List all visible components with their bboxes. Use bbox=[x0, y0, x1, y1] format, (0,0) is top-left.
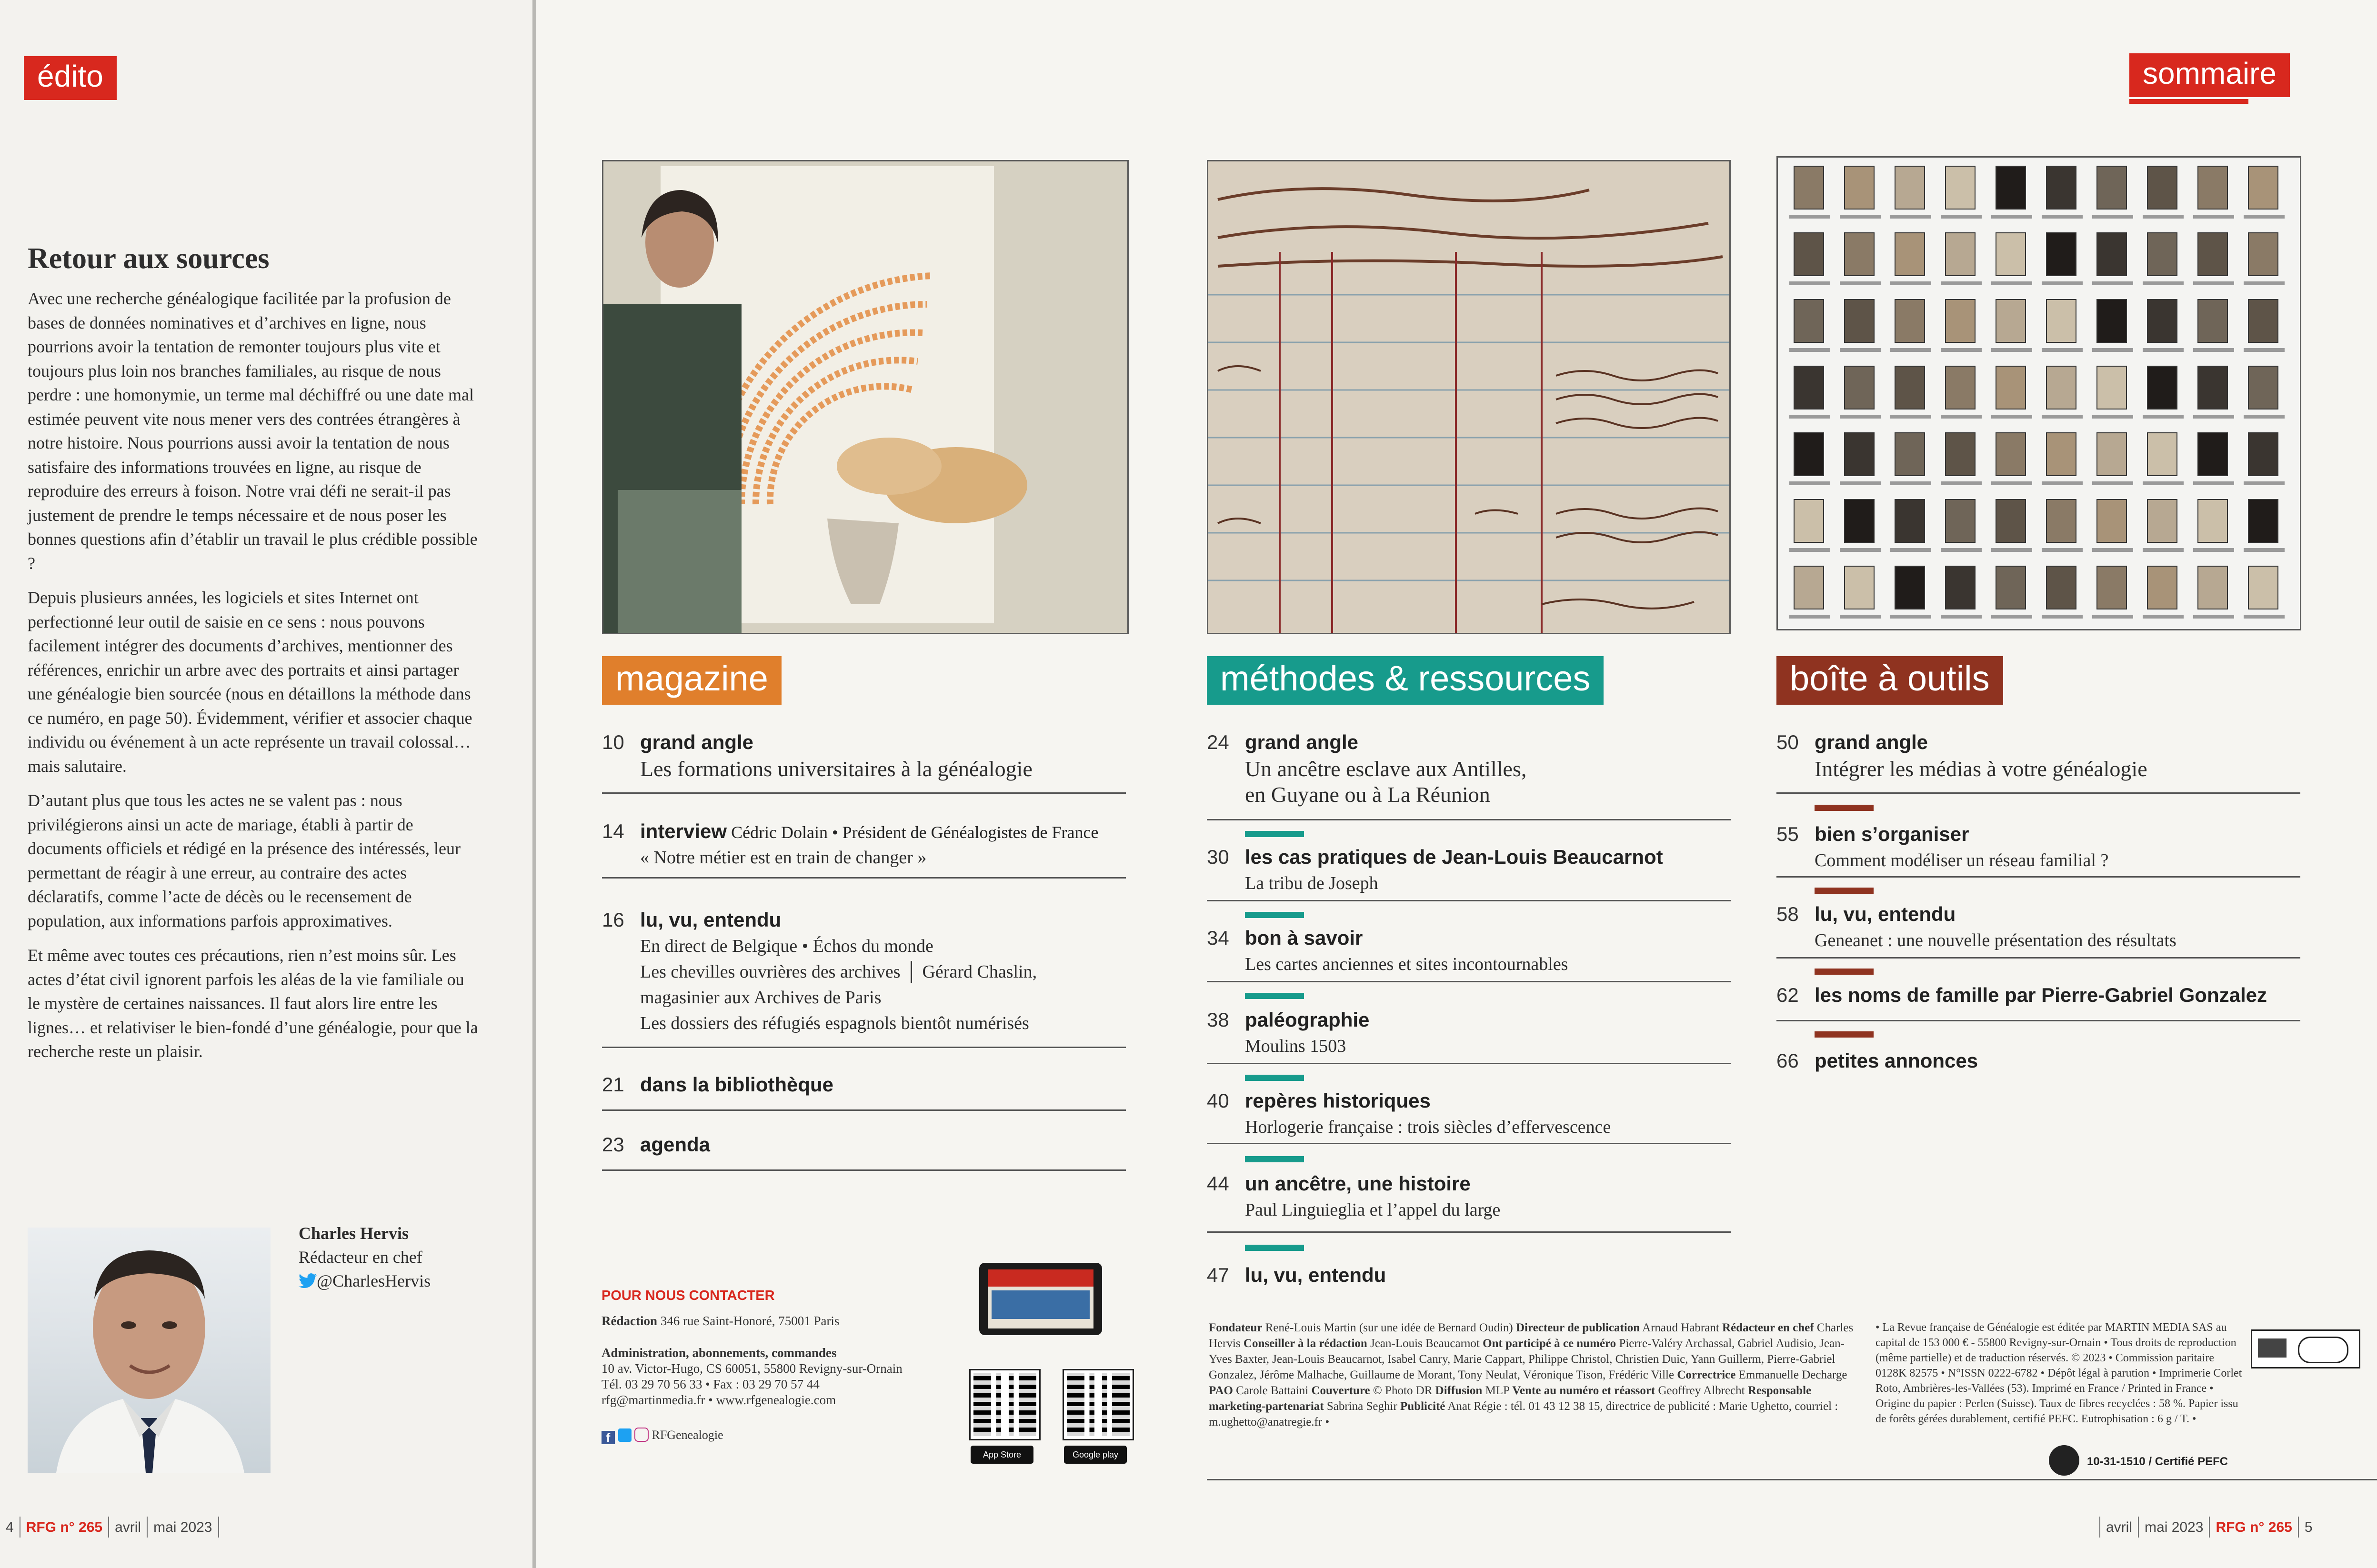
credits-block bbox=[1209, 1320, 1860, 1430]
credit-value: Pierre-Valéry Archassal, Gabriel Audisio, Jean-Yves Baxter, Jean-Louis Beaucarnot, Isabel Canry, Marie Cappart, Philippe Christol, Christien Duic, Yann Guillerm, Pierre-Gabriel Gonzalez, Jérôme Malhache, Guillaume de Morant, Tony Neulat, Véronique Tison, Frédéric Ville bbox=[1209, 1337, 1845, 1381]
sommaire-tag: sommaire bbox=[2129, 53, 2290, 97]
contact-web[interactable]: rfg@martinmedia.fr • www.rfgenealogie.com bbox=[602, 1393, 836, 1407]
credit-label: Correctrice bbox=[1677, 1368, 1736, 1381]
author-handle: @CharlesHervis bbox=[317, 1271, 431, 1290]
contact-redaction-label: Rédaction bbox=[602, 1314, 657, 1328]
toc-subtitle: Les dossiers des réfugiés espagnols bientôt numérisés bbox=[640, 1013, 1029, 1033]
issue-number: RFG n° 265 bbox=[26, 1519, 103, 1535]
edito-paragraph: D’autant plus que tous les actes ne se valent pas : nous privilégierons ainsi un acte de mariage, établi à partir de documents officiels et rédigé en la présence des intéressés, leur permettant de réagir à une erreur, au contraire des actes déclaratifs, comme l’acte de décès ou le recensement de population, aux informations parfois approximatives. bbox=[28, 791, 461, 930]
left-footer bbox=[6, 1517, 225, 1538]
right-footer bbox=[2094, 1517, 2313, 1538]
toc-subtitle: « Notre métier est en train de changer » bbox=[640, 848, 927, 868]
credit-value: Carole Battaini bbox=[1233, 1384, 1312, 1397]
issue-month: avril bbox=[2106, 1519, 2133, 1535]
author-role: Rédacteur en chef bbox=[299, 1248, 422, 1267]
social-links[interactable] bbox=[602, 1427, 963, 1444]
credits-divider bbox=[1207, 1479, 2377, 1480]
edito-body bbox=[28, 287, 480, 1074]
credit-value: Arnaud Habrant bbox=[1640, 1321, 1723, 1334]
magazine-tag: magazine bbox=[602, 656, 782, 705]
toc-subtitle: Paul Linguieglia et l’appel du large bbox=[1245, 1200, 1501, 1220]
toc-subtitle: Les formations universitaires à la généalogie bbox=[640, 757, 1033, 781]
toc-page-number: 66 bbox=[1776, 1049, 1799, 1072]
issue-number: RFG n° 265 bbox=[2216, 1519, 2292, 1535]
credit-value: Jean-Louis Beaucarnot bbox=[1367, 1337, 1483, 1350]
toc-page-number: 38 bbox=[1207, 1009, 1229, 1031]
toc-divider bbox=[1207, 1231, 1731, 1233]
page-number: 5 bbox=[2304, 1519, 2313, 1535]
contact-redaction bbox=[602, 1313, 963, 1329]
toc-page-number: 58 bbox=[1776, 903, 1799, 925]
toc-subtitle: Les chevilles ouvrières des archives │ Gérard Chaslin, bbox=[640, 962, 1037, 982]
toc-subtitle: Un ancêtre esclave aux Antilles, bbox=[1245, 757, 1527, 781]
toc-subtitle: Horlogerie française : trois siècles d’effervescence bbox=[1245, 1117, 1611, 1137]
methodes-tag: méthodes & ressources bbox=[1207, 656, 1604, 705]
credit-value: MLP bbox=[1482, 1384, 1513, 1397]
toc-title: dans la bibliothèque bbox=[640, 1073, 834, 1096]
recycling-logo bbox=[2251, 1329, 2360, 1368]
toc-page-number: 30 bbox=[1207, 846, 1229, 868]
toc-divider bbox=[1207, 819, 1731, 820]
section-marker bbox=[1815, 1031, 1874, 1038]
googleplay-qr-code[interactable] bbox=[1064, 1370, 1133, 1439]
edito-paragraph: Avec une recherche généalogique facilitée par la profusion de bases de données nominatives et d’archives en ligne, nous pourrions avoir la tentation de remonter toujours plus vite et toujours plus loin nos branches familiales, au risque de nous perdre : une homonymie, un terme mal déchiffré ou une date mal estimée peuvent vite nous mener vers des contrées étrangères à notre histoire. Nous pourrions aussi avoir la tentation de nous satisfaire des informations trouvées en ligne, au risque de reproduire des erreurs à foison. Notre vrai défi ne serait-il pas justement de prendre le temps nécessaire et de nous poser les bonnes questions afin d’établir un travail le plus crédible possible ? bbox=[28, 289, 478, 573]
toc-subtitle: Les cartes anciennes et sites incontournables bbox=[1245, 954, 1568, 974]
contact-admin bbox=[602, 1345, 963, 1361]
toc-subtitle: Comment modéliser un réseau familial ? bbox=[1815, 850, 2109, 870]
contact-redaction-address: 346 rue Saint-Honoré, 75001 Paris bbox=[657, 1314, 840, 1328]
toc-title: grand angle bbox=[1245, 731, 1359, 753]
sommaire-underline bbox=[2129, 99, 2248, 104]
sommaire-spread bbox=[536, 0, 2377, 1568]
credit-label: Diffusion bbox=[1435, 1384, 1483, 1397]
credit-label: Ont participé à ce numéro bbox=[1483, 1337, 1616, 1350]
edito-paragraph: Et même avec toutes ces précautions, rien n’est moins sûr. Les actes d’état civil ignorent parfois les aléas de la vie familiale ou le mystère de certaines naissances. Il faut alors lire entre les lignes… et relativiser le bien-fondé d’une généalogie, pour que la recherche reste un plaisir. bbox=[28, 946, 478, 1061]
toc-subtitle: La tribu de Joseph bbox=[1245, 873, 1378, 893]
googleplay-badge[interactable]: Google play bbox=[1064, 1446, 1127, 1464]
credit-value: René-Louis Martin (sur une idée de Bernard Oudin) bbox=[1262, 1321, 1516, 1334]
pefc-logo bbox=[2049, 1445, 2079, 1476]
credit-value: © Photo DR bbox=[1370, 1384, 1435, 1397]
toc-divider bbox=[1776, 1020, 2300, 1021]
toc-page-number: 50 bbox=[1776, 731, 1799, 753]
section-marker bbox=[1245, 1075, 1304, 1081]
toc-title: un ancêtre, une histoire bbox=[1245, 1172, 1471, 1195]
toc-divider bbox=[1776, 957, 2300, 959]
manuscript-photo bbox=[1207, 160, 1731, 634]
toc-page-number: 16 bbox=[602, 909, 624, 931]
toc-title: agenda bbox=[640, 1133, 711, 1156]
toc-divider bbox=[1207, 900, 1731, 901]
author-twitter[interactable] bbox=[299, 1269, 431, 1295]
contact-admin-label: Administration, abonnements, commandes bbox=[602, 1346, 837, 1360]
credit-label: Directeur de publication bbox=[1515, 1321, 1640, 1334]
issue-month: avril bbox=[115, 1519, 141, 1535]
toc-page-number: 47 bbox=[1207, 1264, 1229, 1286]
contact-title: POUR NOUS CONTACTER bbox=[602, 1288, 775, 1303]
toc-page-number: 24 bbox=[1207, 731, 1229, 753]
toc-page-number: 21 bbox=[602, 1073, 624, 1096]
credit-label: Rédacteur en chef bbox=[1722, 1321, 1814, 1334]
signature-block bbox=[299, 1221, 431, 1295]
section-marker bbox=[1245, 1245, 1304, 1251]
facebook-icon[interactable]: f bbox=[602, 1431, 615, 1444]
toc-page-number: 34 bbox=[1207, 927, 1229, 949]
toc-divider bbox=[1776, 792, 2300, 794]
toc-subtitle: Geneanet : une nouvelle présentation des résultats bbox=[1815, 930, 2176, 950]
edito-title: Retour aux sources bbox=[28, 242, 270, 275]
issue-date: mai 2023 bbox=[2145, 1519, 2204, 1535]
edito-tag: édito bbox=[24, 56, 117, 100]
credit-label: Publicité bbox=[1400, 1400, 1445, 1413]
edito-paragraph: Depuis plusieurs années, les logiciels et sites Internet ont perfectionné leur outil de saisie en ce sens : nous pouvons facilement intégrer des documents d’archives, mentionner des références, enrichir un arbre avec des portraits et ainsi partager une généalogie bien sourcée (nous en détaillons la méthode dans ce numéro, en page 50). Évidemment, vérifier et associer chaque individu ou événement à un acte représente un travail colossal… mais salutaire. bbox=[28, 588, 472, 776]
instagram-icon[interactable] bbox=[634, 1428, 649, 1442]
toc-page-number: 14 bbox=[602, 820, 624, 842]
credit-label: Fondateur bbox=[1209, 1321, 1263, 1334]
toc-subtitle: magasinier aux Archives de Paris bbox=[640, 988, 882, 1008]
pefc-certification bbox=[2049, 1445, 2228, 1476]
genealogy-tree-photo bbox=[602, 160, 1129, 634]
toc-subtitle: En direct de Belgique • Échos du monde bbox=[640, 936, 933, 956]
toc-title bbox=[640, 820, 1098, 843]
twitter-icon bbox=[299, 1271, 317, 1295]
toc-title: lu, vu, entendu bbox=[1815, 903, 1956, 925]
toc-divider bbox=[1776, 876, 2300, 878]
toc-page-number: 62 bbox=[1776, 984, 1799, 1006]
toc-title-text: interview bbox=[640, 820, 727, 842]
toc-title: lu, vu, entendu bbox=[640, 909, 782, 931]
section-marker bbox=[1815, 888, 1874, 894]
contact-block bbox=[602, 1288, 963, 1444]
toc-divider bbox=[602, 792, 1126, 794]
pefc-text: 10-31-1510 / Certifié PEFC bbox=[2087, 1455, 2228, 1468]
legal-block: • La Revue française de Généalogie est éditée par MARTIN MEDIA SAS au capital de 153 000 € - 55800 Revigny-sur-Ornain • Tous droits de reproduction (même partielle) et de traduction réservés. © 2023 • Commission paritaire 0128K 82575 • N°ISSN 0222-6782 • Dépôt légal à parution • Imprimerie Corlet Roto, Ambrières-les-Vallées (53). Imprimé en France / Printed in France • Origine du papier : Perlen (Suisse). Taux de fibres recyclées : 58 %. Papier issu de forêts gérées durablement, certifié PEFC. Eutrophisation : 6 g / T. • bbox=[1876, 1321, 2242, 1425]
credit-value: Emmanuelle Decharge bbox=[1735, 1368, 1847, 1381]
toc-subtitle: en Guyane ou à La Réunion bbox=[1245, 782, 1490, 807]
page-number: 4 bbox=[6, 1519, 14, 1535]
social-handle: RFGenealogie bbox=[652, 1428, 723, 1442]
toc-divider bbox=[602, 1109, 1126, 1111]
section-marker bbox=[1245, 1156, 1304, 1162]
section-marker bbox=[1815, 805, 1874, 811]
credit-value: Sabrina Seghir bbox=[1324, 1400, 1401, 1413]
edito-page bbox=[0, 0, 532, 1568]
toc-divider bbox=[602, 877, 1126, 879]
toc-divider bbox=[602, 1047, 1126, 1048]
section-marker bbox=[1815, 969, 1874, 975]
toc-title: repères historiques bbox=[1245, 1089, 1431, 1112]
toc-divider bbox=[1207, 1143, 1731, 1144]
toc-divider bbox=[602, 1169, 1126, 1171]
author-name: Charles Hervis bbox=[299, 1224, 409, 1243]
contact-phone: Tél. 03 29 70 56 33 • Fax : 03 29 70 57 44 bbox=[602, 1377, 820, 1391]
toc-page-number: 23 bbox=[602, 1133, 624, 1156]
toc-title: bien s’organiser bbox=[1815, 823, 1969, 845]
toc-title: lu, vu, entendu bbox=[1245, 1264, 1386, 1286]
toc-title: paléographie bbox=[1245, 1009, 1370, 1031]
appstore-qr-code[interactable] bbox=[971, 1370, 1039, 1439]
author-portrait bbox=[28, 1228, 271, 1473]
appstore-badge[interactable]: App Store bbox=[971, 1446, 1033, 1464]
toc-subtitle: Moulins 1503 bbox=[1245, 1036, 1346, 1056]
toc-divider bbox=[1207, 981, 1731, 982]
media-thumbnails-photo bbox=[1776, 156, 2301, 630]
toc-page-number: 44 bbox=[1207, 1172, 1229, 1195]
toc-title: les cas pratiques de Jean-Louis Beaucarnot bbox=[1245, 846, 1663, 868]
section-marker bbox=[1245, 993, 1304, 999]
credit-label: Responsable marketing-partenariat bbox=[1209, 1384, 1812, 1413]
toc-page-number: 40 bbox=[1207, 1089, 1229, 1112]
toc-title: petites annonces bbox=[1815, 1049, 1978, 1072]
credit-value: Anat Régie : tél. 01 43 12 38 15, directrice de publicité : Marie Ughetto, courriel : m.ughetto@anatregie.fr • bbox=[1209, 1400, 1838, 1428]
toc-page-number: 55 bbox=[1776, 823, 1799, 845]
section-marker bbox=[1245, 912, 1304, 918]
toc-title: bon à savoir bbox=[1245, 927, 1363, 949]
credit-value: Charles Hervis bbox=[1209, 1321, 1854, 1350]
outils-tag: boîte à outils bbox=[1776, 656, 2003, 705]
section-marker bbox=[1245, 831, 1304, 837]
toc-page-number: 10 bbox=[602, 731, 624, 753]
toc-divider bbox=[1207, 1063, 1731, 1064]
issue-date: mai 2023 bbox=[153, 1519, 212, 1535]
toc-title: les noms de famille par Pierre-Gabriel Gonzalez bbox=[1815, 984, 2267, 1006]
credit-label: PAO bbox=[1209, 1384, 1233, 1397]
credit-label: Couverture bbox=[1311, 1384, 1370, 1397]
credit-value: Geoffrey Albrecht bbox=[1655, 1384, 1748, 1397]
credit-label: Vente au numéro et réassort bbox=[1512, 1384, 1655, 1397]
app-device-icon bbox=[979, 1263, 1102, 1335]
toc-subtitle: Intégrer les médias à votre généalogie bbox=[1815, 757, 2147, 781]
contact-admin-address: 10 av. Victor-Hugo, CS 60051, 55800 Revigny-sur-Ornain bbox=[602, 1361, 903, 1376]
twitter-icon[interactable] bbox=[618, 1428, 632, 1442]
toc-title-aux: Cédric Dolain • Président de Généalogistes de France bbox=[727, 823, 1099, 842]
toc-title: grand angle bbox=[640, 731, 754, 753]
page-gutter bbox=[532, 0, 536, 1568]
credit-label: Conseiller à la rédaction bbox=[1243, 1337, 1367, 1350]
toc-title: grand angle bbox=[1815, 731, 1928, 753]
